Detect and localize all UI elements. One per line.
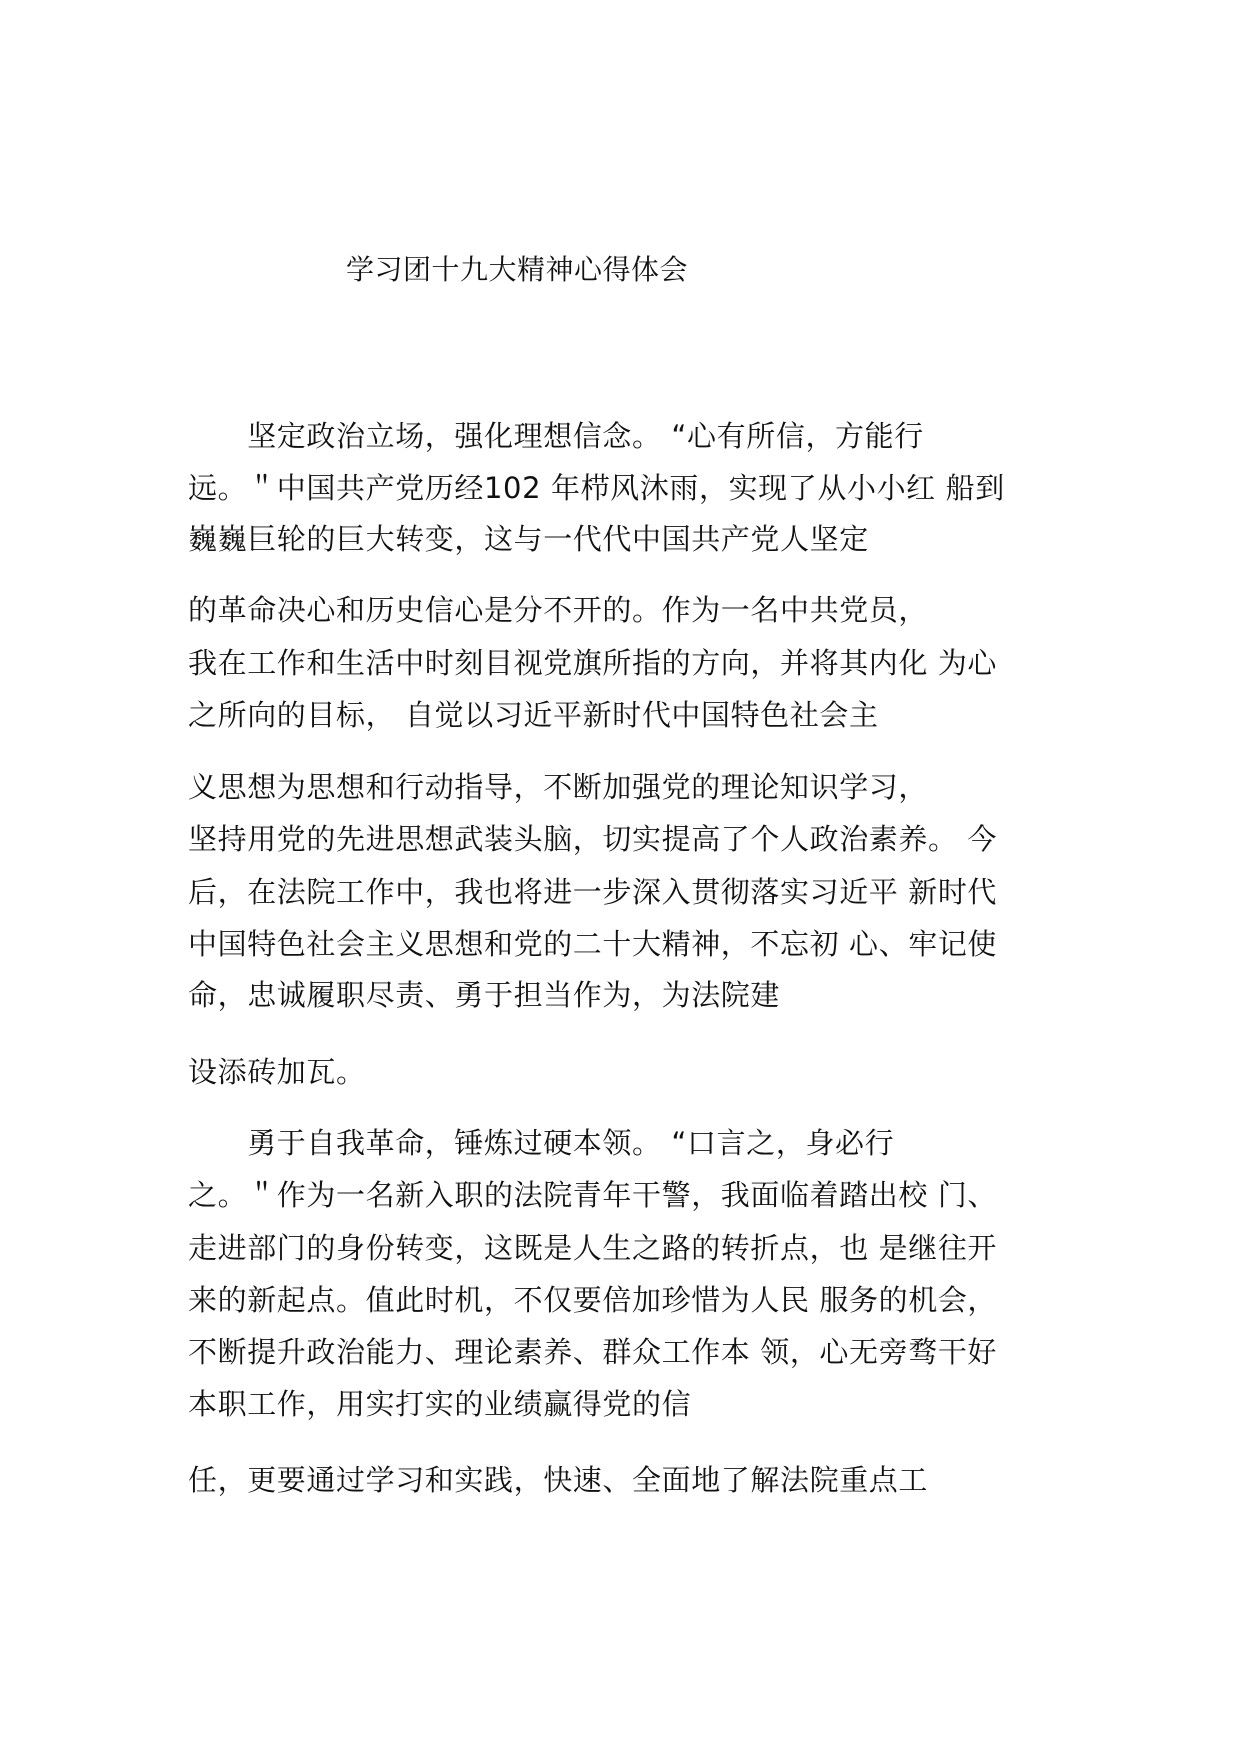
text-line: 本职工作，用实打实的业绩赢得党的信 (188, 1387, 692, 1421)
text-line: 勇于自我革命，锤炼过硬本领。 “口言之，身必行 (188, 1126, 895, 1160)
text-line: 不断提升政治能力、理论素养、群众工作本 领，心无旁骛干好 (188, 1335, 998, 1369)
text-line: 设添砖加瓦。 (188, 1055, 366, 1089)
text-line: 任，更要通过学习和实践，快速、全面地了解法院重点工 (188, 1463, 929, 1497)
text-line: 巍巍巨轮的巨大转变，这与一代代中国共产党人坚定 (188, 522, 869, 556)
text-line: 之所向的目标， 自觉以习近平新时代中国特色社会主 (188, 698, 879, 732)
text-line: 中国特色社会主义思想和党的二十大精神，不忘初 心、牢记使 (188, 927, 998, 961)
text-line: 坚定政治立场，强化理想信念。 “心有所信，方能行 (188, 419, 924, 453)
document-title: 学习团十九大精神心得体会 (346, 253, 689, 286)
text-line: 来的新起点。值此时机，不仅要倍加珍惜为人民 服务的机会， (188, 1283, 998, 1317)
text-line: 命，忠诚履职尽责、勇于担当作为，为法院建 (188, 978, 781, 1012)
text-line: 走进部门的身份转变，这既是人生之路的转折点，也 是继往开 (188, 1231, 998, 1265)
text-line: 远。＂中国共产党历经102 年栉风沐雨，实现了从小小红 船到 (188, 471, 1005, 505)
text-line: 后，在法院工作中，我也将进一步深入贯彻落实习近平 新时代 (188, 875, 998, 909)
text-line: 的革命决心和历史信心是分不开的。作为一名中共党员， (188, 593, 929, 627)
text-line: 之。＂作为一名新入职的法院青年干警，我面临着踏出校 门、 (188, 1178, 998, 1212)
text-line: 义思想为思想和行动指导，不断加强党的理论知识学习， (188, 770, 929, 804)
text-line: 我在工作和生活中时刻目视党旗所指的方向，并将其内化 为心 (188, 646, 998, 680)
text-line: 坚持用党的先进思想武装头脑，切实提高了个人政治素养。 今 (188, 822, 998, 856)
